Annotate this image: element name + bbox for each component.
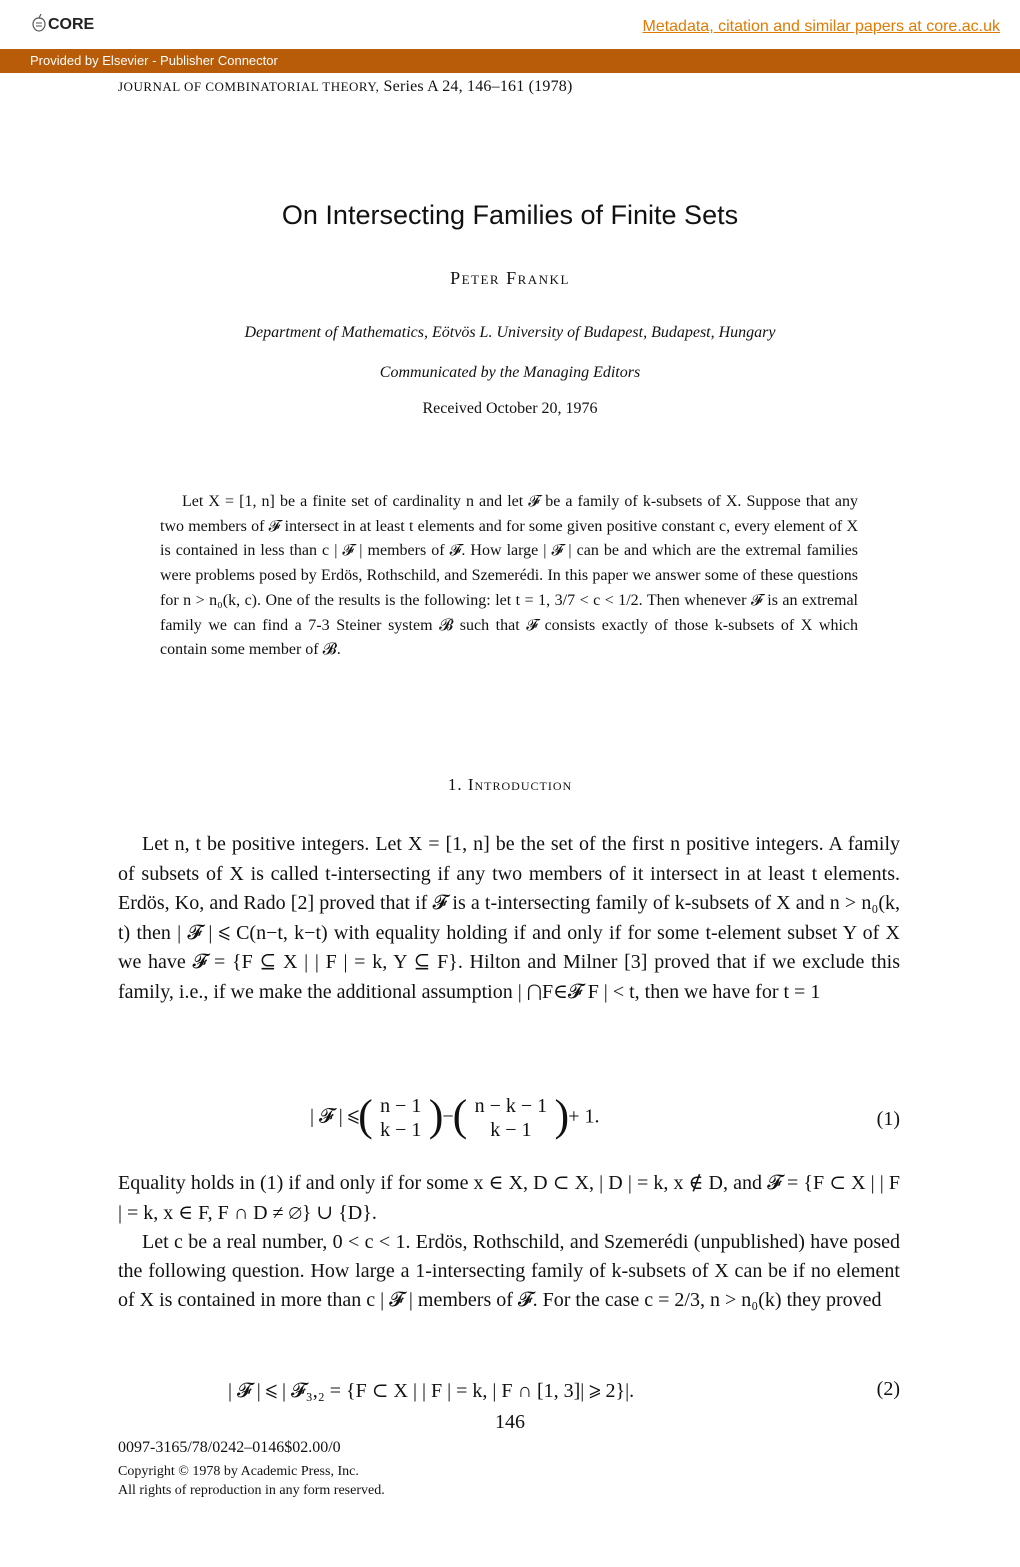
intro-paragraph-3: Let c be a real number, 0 < c < 1. Erdös, Rothschild, and Szemerédi (unpublished) have posed the following question. How large a 1-intersecting family of k-subsets of X can be if no element of X is contained in more than c | 𝓕 | members of 𝓕. For the case c = 2/3, n > n₀(k) they proved [118,1231,900,1312]
intro-paragraph-2: Equality holds in (1) if and only if for some x ∈ X, D ⊂ X, | D | = k, x ∉ D, and 𝓕 = {F ⊂ X | | F | = k, x ∈ F, F ∩ D ≠ ∅} ∪ {D}. [118,1172,900,1224]
eq1-minus: − [442,1105,454,1128]
paper-title: On Intersecting Families of Finite Sets [281,200,739,230]
eq1-binomial-1: ( n − 1 k − 1 ) [358,1091,444,1141]
issn-code: 0097-3165/78/0242–0146$02.00/0 [118,1439,341,1456]
section-title: Introduction [467,775,573,794]
eq1-tail: + 1. [568,1105,600,1128]
section-heading [0,775,1020,795]
rights-notice: All rights of reproduction in any form reserved. [118,1483,385,1498]
communicated-by: Communicated by the Managing Editors [379,364,641,381]
copyright-notice: Copyright © 1978 by Academic Press, Inc. [118,1464,359,1479]
eq1-b1-top: n − 1 [380,1095,422,1117]
author-affiliation: Department of Mathematics, Eötvös L. University of Budapest, Budapest, Hungary [244,324,776,341]
journal-name: JOURNAL OF COMBINATORIAL THEORY, [118,79,380,94]
core-apple-icon [32,14,46,32]
core-label: CORE [48,16,95,33]
intro-paragraph-1: Let n, t be positive integers. Let X = [1, n] be the set of the first n positive integers. A family of subsets of X is called t-intersecting if any two members of it intersect in at least t elements. Erdös, Ko, and Rado [2] proved that if 𝓕 is a t-intersecting family of k-subsets of X and n > n₀(k, t) then | 𝓕 | ⩽ C(n−t, k−t) with equality holding if and only if for some t-element subset Y of X we have 𝓕 = {F ⊆ X | | F | = k, Y ⊆ F}. Hilton and Milner [3] proved that if we exclude this family, i.e., if we make the additional assumption | ⋂F∈𝓕 F | < t, then we have for t = 1 [118,833,900,1003]
core-banner [0,0,1020,46]
eq1-binomial-2: ( n − k − 1 k − 1 ) [452,1091,570,1141]
eq1-b1-bottom: k − 1 [380,1119,422,1141]
section-number: 1. [447,775,463,794]
abstract: Let X = [1, n] be a finite set of cardinality n and let 𝓕 be a family of k-subsets of X. Suppose that any two members of 𝓕 intersect in at least t elements and for some given positive constant c, every element of X is contained in less than c | 𝓕 | members of 𝓕. How large | 𝓕 | can be and which are the extremal families were problems posed by Erdös, Rothschild, and Szemerédi. In this paper we answer some of these questions for n > n₀(k, c). One of the results is the following: let t = 1, 3/7 < c < 1/2. Then whenever 𝓕 is an extremal family we can find a 7-3 Steiner system 𝓑 such that 𝓕 consists exactly of those k-subsets of X which contain some member of 𝓑. [160,493,858,659]
paper-author: Peter Frankl [450,268,570,288]
equation-2-number: (2) [876,1378,900,1400]
eq1-b2-top: n − k − 1 [474,1095,548,1117]
eq1-b2-bottom: k − 1 [490,1119,532,1141]
eq1-lhs: | 𝓕 | ⩽ [310,1105,360,1128]
equation-1-number: (1) [876,1108,900,1130]
equation-1 [0,1091,1020,1150]
core-metadata-link[interactable]: Metadata, citation and similar papers at core.ac.uk [642,18,1000,35]
journal-header [118,78,573,96]
provider-banner[interactable]: Provided by Elsevier - Publisher Connector [0,49,1020,73]
page-number: 146 [495,1411,525,1433]
core-logo[interactable] [32,14,94,34]
equation-1-body [310,1091,600,1142]
received-date: Received October 20, 1976 [422,400,598,417]
equation-2-body: | 𝓕 | ⩽ | 𝓕₃,₂ = {F ⊂ X | | F | = k, | F ∩ [1, 3]| ⩾ 2}|. [228,1380,635,1402]
journal-series: Series A 24, 146–161 (1978) [383,78,573,95]
